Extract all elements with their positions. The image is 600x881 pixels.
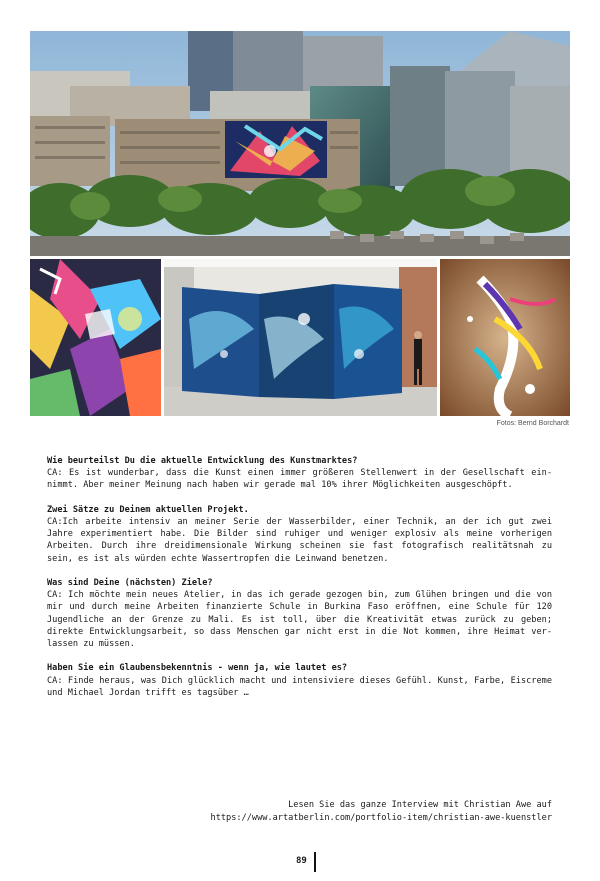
qa-block <box>47 455 552 492</box>
question: Haben Sie ein Glaubensbekenntnis - wenn ja, wie lautet es? <box>47 663 348 674</box>
gallery-installation-photo <box>164 259 437 416</box>
abstract-painting-photo <box>30 259 161 416</box>
page-number: 89 <box>296 856 307 866</box>
city-billboard-photo <box>30 31 570 256</box>
question: Was sind Deine (nächsten) Ziele? <box>47 578 213 588</box>
splash-painting-photo <box>440 259 570 416</box>
photo-credit: Fotos: Bernd Borchardt <box>496 420 569 427</box>
qa-block <box>47 504 552 565</box>
footer-line: Lesen Sie das ganze Interview mit Christian Awe auf <box>288 800 552 810</box>
answer: CA:Ich arbeite intensiv an meiner Serie der Wasserbilder, einer Technik, an der ich gut zwei Jahre experimentiert habe. Die Bilder sind ruhiger und weniger explosiv als meine vorherigen Arbeiten. Durch ihre dreidimensionale Wirkung scheinen sie fast fotografisch realitätsnah zu sein, es ist als würden echte Wassertropfen die Leinwand benetzen. <box>47 517 552 564</box>
qa-block <box>47 577 552 650</box>
answer: CA: Ich möchte mein neues Atelier, in das ich gerade gezogen bin, zum Glühen bringen und die von mir und durch meine Arbeiten finanzierte Schule in Burkina Faso eröffnen, eine Schule für 120 Jugendliche an der Grenze zu Mali. Es ist toll, über die Kreativität etwas zurück zu geben; direkte Entwicklungsarbeit, so dass Menschen gar nicht erst in die Not kommen, ihre Heimat verlassen zu müssen. <box>47 590 552 650</box>
qa-block <box>47 662 552 699</box>
interview-url: https://www.artatberlin.com/portfolio-item/christian-awe-kuenstler <box>210 812 552 823</box>
answer: CA: Es ist wunderbar, dass die Kunst einen immer größeren Stellenwert in der Gesellschaft einnimmt. Aber meiner Meinung nach haben wir gerade mal 10% ihrer Möglichkeiten ausgeschöpft. <box>47 468 552 491</box>
answer: CA: Finde heraus, was Dich glücklich macht und intensiviere dieses Gefühl. Kunst, Farbe, Eiscreme und Michael Jordan trifft es tagsüber … <box>47 675 552 698</box>
question: Zwei Sätze zu Deinem aktuellen Projekt. <box>47 504 249 515</box>
question: Wie beurteilst Du die aktuelle Entwicklung des Kunstmarktes? <box>47 456 358 466</box>
page-number-divider <box>314 852 316 872</box>
interview-text <box>47 455 552 711</box>
interview-link-footer <box>211 799 552 824</box>
